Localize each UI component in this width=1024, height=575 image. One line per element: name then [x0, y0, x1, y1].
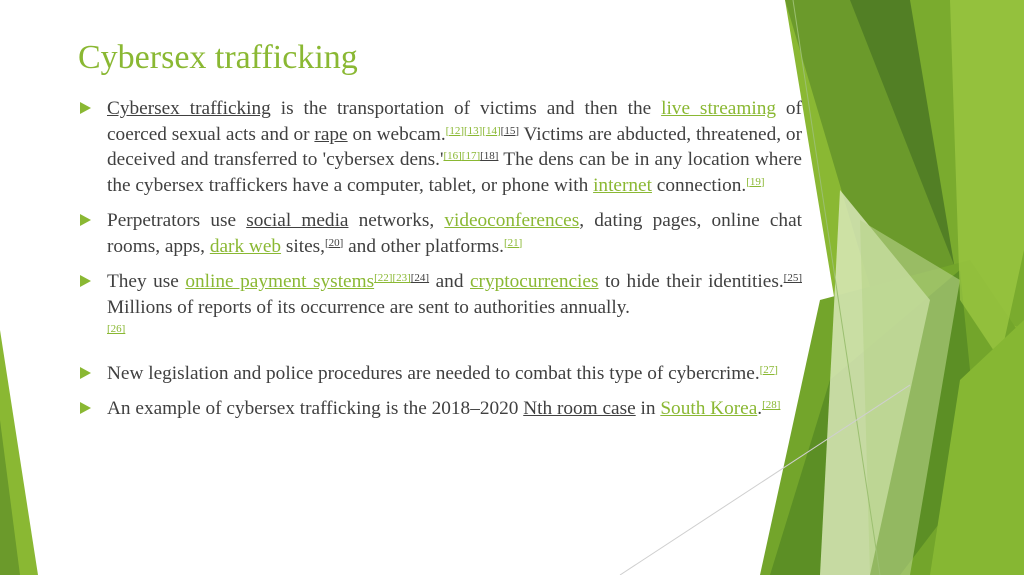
reference-link[interactable]: [20]: [324, 236, 344, 249]
text-span: They use: [107, 271, 186, 292]
bullet-item: [78, 96, 802, 198]
reference-link[interactable]: [13]: [464, 124, 483, 137]
text-span: networks,: [348, 210, 445, 231]
reference-link[interactable]: [26]: [107, 323, 126, 335]
reference-link[interactable]: [18]: [480, 150, 499, 162]
bullet-item: [78, 361, 802, 387]
text-span: sites,: [281, 235, 325, 257]
link-videoconferences[interactable]: videoconferences: [444, 210, 580, 231]
bullet-arrow-icon: [80, 102, 91, 114]
text-span: The dens can be in any location where the cybersex traffickers have a computer, tablet, or phone with: [107, 149, 802, 196]
reference-link[interactable]: [16]: [443, 150, 462, 162]
text-span: on webcam.: [347, 123, 446, 145]
reference-link[interactable]: [17]: [461, 150, 481, 162]
reference-link[interactable]: [19]: [746, 175, 765, 188]
reference-link[interactable]: [27]: [759, 363, 778, 376]
reference-link[interactable]: [22]: [374, 272, 393, 284]
bullet-text: [107, 269, 802, 346]
text-span: .: [757, 398, 763, 419]
slide-title: Cybersex trafficking: [78, 39, 358, 76]
link-live-streaming[interactable]: live streaming: [661, 98, 776, 119]
bullet-item: [78, 208, 802, 259]
text-span: of coerced sexual acts and or: [107, 98, 802, 145]
link-rape[interactable]: rape: [314, 123, 348, 145]
link-cryptocurrencies[interactable]: cryptocurrencies: [470, 271, 599, 292]
reference-link[interactable]: [14]: [482, 124, 501, 137]
reference-link[interactable]: [15]: [500, 124, 519, 137]
reference-link[interactable]: [21]: [503, 236, 523, 249]
reference-link[interactable]: [25]: [783, 272, 802, 284]
link-dark-web[interactable]: dark web: [209, 235, 282, 257]
bullet-item: [78, 269, 802, 346]
reference-link[interactable]: [23]: [392, 272, 411, 284]
bullet-text: [107, 96, 802, 198]
link-cybersex-trafficking[interactable]: Cybersex trafficking: [107, 98, 271, 119]
bullet-arrow-icon: [80, 275, 91, 287]
bullet-text: [107, 361, 802, 387]
bullet-arrow-icon: [80, 402, 91, 414]
text-span: to hide their identities.: [598, 271, 784, 292]
bullet-arrow-icon: [80, 214, 91, 226]
text-span: is the transportation of victims and then the: [270, 98, 662, 119]
text-span: Millions of reports of its occurrence are sent to authorities annually.: [107, 296, 630, 318]
reference-link[interactable]: [12]: [445, 124, 464, 137]
text-span: Victims are abducted, threatened, or deceived and transferred to 'cybersex dens.': [107, 123, 802, 170]
reference-link[interactable]: [24]: [410, 272, 430, 284]
link-social-media[interactable]: social media: [246, 210, 349, 231]
bullet-list: [78, 96, 802, 422]
text-span: connection.: [651, 174, 747, 196]
text-span: in: [635, 398, 661, 419]
text-span: and other platforms.: [343, 235, 504, 257]
link-nth-room-case[interactable]: Nth room case: [523, 398, 636, 419]
reference-link[interactable]: [28]: [762, 399, 781, 411]
bullet-item: [78, 396, 802, 422]
text-span: Perpetrators use: [107, 210, 247, 231]
bullet-arrow-icon: [80, 367, 91, 379]
text-span: New legislation and police procedures are needed to combat this type of cybercrime.: [107, 362, 760, 384]
bullet-text: [107, 396, 802, 422]
text-span: and: [429, 271, 470, 292]
link-internet[interactable]: internet: [593, 174, 652, 196]
link-south-korea[interactable]: South Korea: [660, 398, 758, 419]
text-span: , dating pages, online chat rooms, apps,: [107, 210, 802, 257]
bullet-text: [107, 208, 802, 259]
text-span: An example of cybersex trafficking is the 2018–2020: [107, 398, 524, 419]
link-online-payment-systems[interactable]: online payment systems: [185, 271, 375, 292]
